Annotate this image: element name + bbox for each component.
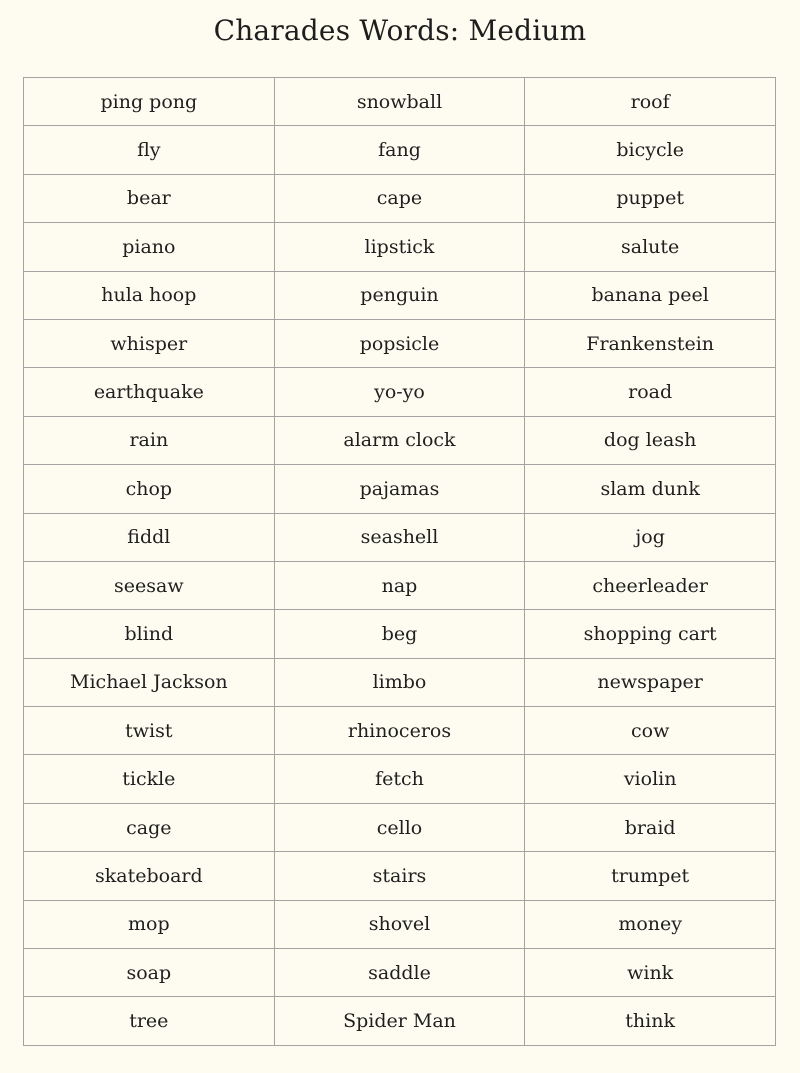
table-row	[24, 271, 776, 319]
word-cell: Spider Man	[274, 997, 525, 1045]
word-cell: shopping cart	[525, 610, 776, 658]
word-cell: mop	[24, 900, 275, 948]
word-cell: wink	[525, 949, 776, 997]
word-cell: limbo	[274, 658, 525, 706]
charades-words-table	[23, 77, 776, 1046]
word-cell: fiddl	[24, 513, 275, 561]
word-cell: rain	[24, 416, 275, 464]
word-cell: shovel	[274, 900, 525, 948]
word-cell: snowball	[274, 78, 525, 126]
word-cell: piano	[24, 223, 275, 271]
table-row	[24, 900, 776, 948]
table-row	[24, 416, 776, 464]
word-cell: cage	[24, 803, 275, 851]
word-cell: whisper	[24, 319, 275, 367]
word-cell: puppet	[525, 174, 776, 222]
word-cell: hula hoop	[24, 271, 275, 319]
table-row	[24, 949, 776, 997]
word-cell: jog	[525, 513, 776, 561]
word-cell: road	[525, 368, 776, 416]
table-row	[24, 803, 776, 851]
word-cell: chop	[24, 465, 275, 513]
word-cell: seashell	[274, 513, 525, 561]
word-cell: pajamas	[274, 465, 525, 513]
word-cell: cello	[274, 803, 525, 851]
table-row	[24, 561, 776, 609]
table-row	[24, 610, 776, 658]
table-row	[24, 78, 776, 126]
table-row	[24, 319, 776, 367]
word-cell: violin	[525, 755, 776, 803]
word-cell: lipstick	[274, 223, 525, 271]
word-cell: bear	[24, 174, 275, 222]
page-title: Charades Words: Medium	[213, 14, 587, 47]
word-cell: stairs	[274, 852, 525, 900]
word-cell: Michael Jackson	[24, 658, 275, 706]
word-cell: skateboard	[24, 852, 275, 900]
word-cell: nap	[274, 561, 525, 609]
word-cell: braid	[525, 803, 776, 851]
word-cell: blind	[24, 610, 275, 658]
word-cell: salute	[525, 223, 776, 271]
word-cell: newspaper	[525, 658, 776, 706]
word-cell: cape	[274, 174, 525, 222]
word-cell: earthquake	[24, 368, 275, 416]
table-row	[24, 513, 776, 561]
table-body	[24, 78, 776, 1046]
word-cell: twist	[24, 707, 275, 755]
word-cell: alarm clock	[274, 416, 525, 464]
word-cell: slam dunk	[525, 465, 776, 513]
table-row	[24, 997, 776, 1045]
table-row	[24, 852, 776, 900]
word-cell: popsicle	[274, 319, 525, 367]
word-cell: cheerleader	[525, 561, 776, 609]
table-row	[24, 174, 776, 222]
table-row	[24, 658, 776, 706]
word-cell: yo-yo	[274, 368, 525, 416]
table-row	[24, 707, 776, 755]
word-cell: money	[525, 900, 776, 948]
table-row	[24, 368, 776, 416]
word-cell: banana peel	[525, 271, 776, 319]
word-cell: saddle	[274, 949, 525, 997]
word-cell: trumpet	[525, 852, 776, 900]
word-cell: fetch	[274, 755, 525, 803]
table-row	[24, 223, 776, 271]
word-cell: cow	[525, 707, 776, 755]
table-row	[24, 126, 776, 174]
word-cell: tickle	[24, 755, 275, 803]
word-cell: fang	[274, 126, 525, 174]
word-cell: soap	[24, 949, 275, 997]
word-cell: roof	[525, 78, 776, 126]
word-cell: rhinoceros	[274, 707, 525, 755]
word-cell: think	[525, 997, 776, 1045]
word-cell: beg	[274, 610, 525, 658]
word-cell: penguin	[274, 271, 525, 319]
word-cell: tree	[24, 997, 275, 1045]
word-cell: ping pong	[24, 78, 275, 126]
table-row	[24, 465, 776, 513]
table-row	[24, 755, 776, 803]
word-cell: fly	[24, 126, 275, 174]
word-cell: dog leash	[525, 416, 776, 464]
word-cell: Frankenstein	[525, 319, 776, 367]
word-cell: bicycle	[525, 126, 776, 174]
word-cell: seesaw	[24, 561, 275, 609]
